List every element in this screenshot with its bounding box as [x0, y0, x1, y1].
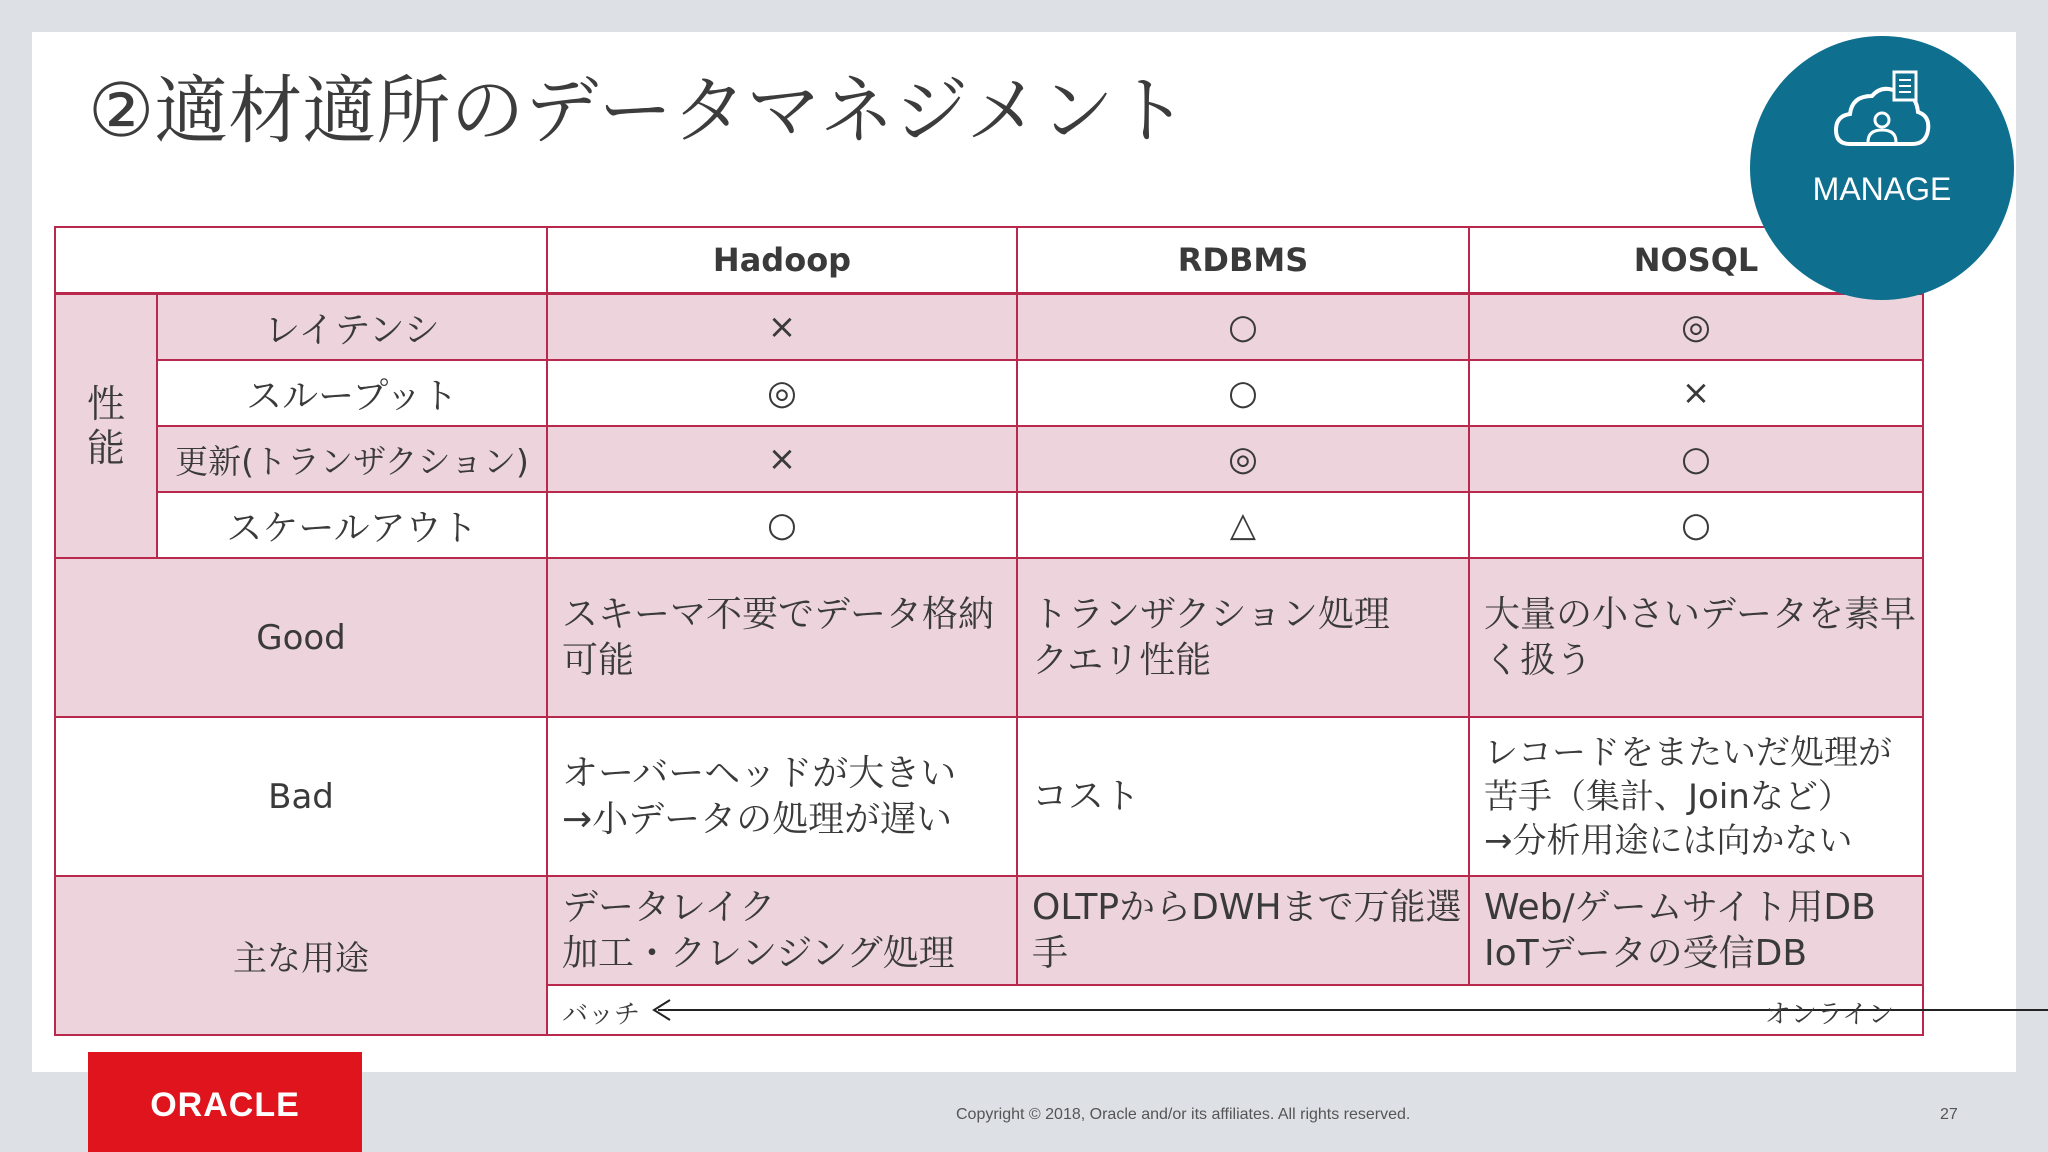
table-cell: ◎ [547, 360, 1017, 426]
row-label-bad: Bad [55, 717, 547, 876]
table-row [55, 426, 1923, 492]
row-label: スケールアウト [157, 492, 547, 558]
oracle-logo-text: ORACLE [150, 1086, 300, 1124]
header-empty-cell [55, 227, 547, 294]
batch-online-arrow [547, 985, 1923, 1035]
table-row [55, 360, 1923, 426]
manage-badge [1750, 36, 2014, 300]
row-label-use: 主な用途 [55, 876, 547, 1035]
row-label: 更新(トランザクション) [157, 426, 547, 492]
table-cell: × [1469, 360, 1923, 426]
table-cell: Web/ゲームサイト用DB IoTデータの受信DB [1469, 876, 1923, 985]
table-cell: スキーマ不要でデータ格納可能 [547, 558, 1017, 717]
table-row [55, 492, 1923, 558]
table-cell: ○ [1017, 294, 1469, 361]
arrow-right-label: オンライン [1764, 1000, 1894, 1030]
table-cell: △ [1017, 492, 1469, 558]
table-cell: レコードをまたいだ処理が苦手（集計、Joinなど） →分析用途には向かない [1469, 717, 1923, 876]
table-cell: ○ [547, 492, 1017, 558]
header-hadoop: Hadoop [547, 227, 1017, 294]
row-label: レイテンシ [157, 294, 547, 361]
table-header-row [55, 227, 1923, 294]
table-cell: × [547, 294, 1017, 361]
table-cell: × [547, 426, 1017, 492]
table-cell: ○ [1017, 360, 1469, 426]
table-cell: データレイク 加工・クレンジング処理 [547, 876, 1017, 985]
cloud-person-icon [1830, 66, 1934, 166]
header-nosql: NOSQL [1469, 227, 1923, 294]
table-cell: トランザクション処理 クエリ性能 [1017, 558, 1469, 717]
table-cell: ◎ [1017, 426, 1469, 492]
page-number: 27 [1940, 1106, 1958, 1123]
copyright: Copyright © 2018, Oracle and/or its affiliates. All rights reserved. [956, 1106, 1411, 1123]
table-row-bad [55, 717, 1923, 876]
table-cell: OLTPからDWHまで万能選手 [1017, 876, 1469, 985]
arrow-left-label: バッチ [562, 1000, 641, 1030]
manage-label: MANAGE [1812, 171, 1952, 207]
table-cell: ○ [1469, 426, 1923, 492]
comparison-table [54, 226, 1924, 1036]
table-cell: 大量の小さいデータを素早く扱う [1469, 558, 1923, 717]
perf-group-label [55, 294, 157, 559]
row-label-good: Good [55, 558, 547, 717]
slide-title: ②適材適所のデータマネジメント [88, 68, 1189, 154]
table-cell: ○ [1469, 492, 1923, 558]
table-cell: オーバーヘッドが大きい →小データの処理が遅い [547, 717, 1017, 876]
header-rdbms: RDBMS [1017, 227, 1469, 294]
oracle-logo [88, 1052, 362, 1152]
table-row-good [55, 558, 1923, 717]
table-cell: ◎ [1469, 294, 1923, 361]
table-row-use [55, 876, 1923, 985]
table-row [55, 294, 1923, 361]
table-cell: コスト [1017, 717, 1469, 876]
perf-group-text: 性能 [86, 382, 125, 470]
row-label: スループット [157, 360, 547, 426]
